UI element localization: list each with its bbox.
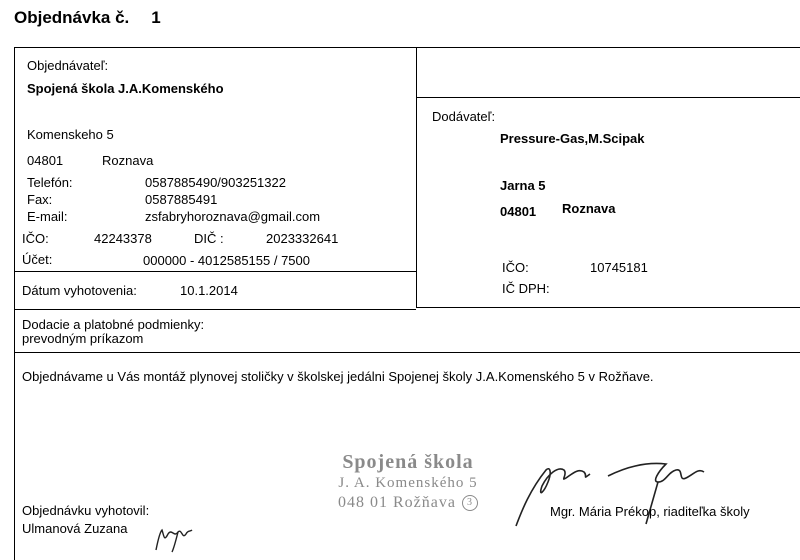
stamp-mark: 3 [462,495,478,511]
date-bottom-line [14,309,416,310]
frame-top-line [14,47,800,48]
email-label: E-mail: [27,209,68,224]
email-value: zsfabryhoroznava@gmail.com [145,209,321,224]
order-number: 1 [151,8,161,27]
orderer-zip: 04801 [27,153,64,168]
supplier-street: Jarna 5 [500,178,546,193]
order-description: Objednávame u Vás montáž plynovej stoličky v školskej jedálni Spojenej školy J.A.Komenského 5 v Rožňave. [22,369,654,384]
issue-date-value: 10.1.2014 [180,283,238,298]
frame-left-line [14,47,15,560]
director-signature [508,452,718,532]
orderer-bottom-line [14,271,416,272]
made-by-label: Objednávku vyhotovil: [22,503,150,518]
phone-value: 0587885490/903251322 [145,175,286,190]
conditions-value: prevodným príkazom [22,331,144,346]
dic-label: DIČ : [194,231,224,246]
fax-value: 0587885491 [145,192,218,207]
supplier-heading: Dodávateľ: [432,109,496,124]
account-label: Účet: [22,252,53,267]
supplier-name: Pressure-Gas,M.Scipak [500,131,645,146]
supplier-ico-value: 10745181 [590,260,648,275]
orderer-divider-vertical [416,47,417,307]
issue-date-label: Dátum vyhotovenia: [22,283,137,298]
conditions-bottom-line [14,352,800,353]
orderer-city: Roznava [102,153,154,168]
orderer-name: Spojená škola J.A.Komenského [27,81,224,96]
signatory-name: Mgr. Mária Prékop, riaditeľka školy [550,504,750,519]
account-value: 000000 - 4012585155 / 7500 [143,253,310,268]
ico-value: 42243378 [94,231,152,246]
supplier-icdph-label: IČ DPH: [502,281,550,296]
fax-label: Fax: [27,192,53,207]
dic-value: 2023332641 [266,231,339,246]
supplier-city: Roznava [562,201,616,216]
supplier-ico-label: IČO: [502,260,529,275]
order-title-label: Objednávka č. [14,8,130,27]
orderer-street: Komenskeho 5 [27,127,114,142]
orderer-heading: Objednávateľ: [27,58,109,73]
conditions-heading: Dodacie a platobné podmienky: [22,317,205,332]
school-stamp [318,450,498,513]
supplier-bottom-line [416,307,800,308]
supplier-zip: 04801 [500,204,537,219]
supplier-top-line [416,97,800,98]
stamp-line-1: Spojená škola [342,451,474,473]
ico-label: IČO: [22,231,49,246]
made-by-name: Ulmanová Zuzana [22,521,128,536]
phone-label: Telefón: [27,175,73,190]
order-title [14,8,161,28]
stamp-line-3: 048 01 Rožňava 3 [318,493,498,513]
author-signature [152,520,196,554]
stamp-line-2: J. A. Komenského 5 [338,475,478,491]
